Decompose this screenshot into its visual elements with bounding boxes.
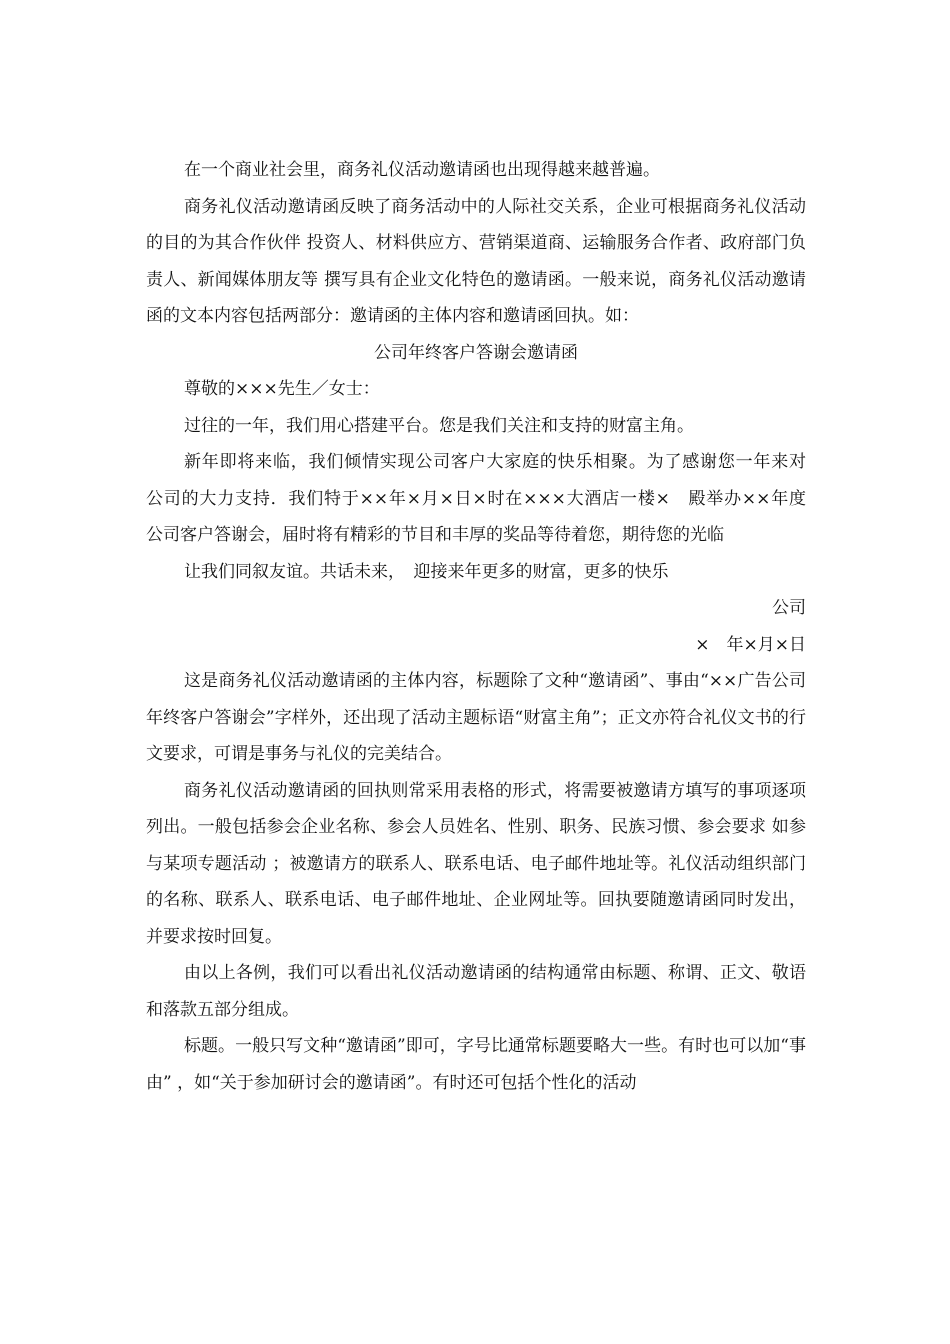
example-title: 公司年终客户答谢会邀请函 [374,342,578,363]
paragraph-description: 商务礼仪活动邀请函反映了商务活动中的人际社交关系，企业可根据商务礼仪活动的目的为其合作伙伴 投资人、材料供应方、营销渠道商、运输服务合作者、政府部门负责人、新闻媒体朋友等 撰写具有企业文化特色的邀请函。一般来说，商务礼仪活动邀请函的文本内容包括两部分：邀请函的主体内容和邀请函回执。如： [146,196,806,326]
example-body-3: 让我们同叙友谊。共话未来， 迎接来年更多的财富，更多的快乐 [184,561,669,582]
example-date: × 年×月×日 [695,634,806,655]
paragraph-structure: 由以上各例，我们可以看出礼仪活动邀请函的结构通常由标题、称谓、正文、敬语和落款五部分组成。 [146,963,806,1020]
example-body-2: 新年即将来临，我们倾情实现公司客户大家庭的快乐相聚。为了感谢您一年来对 公司的大力支持．我们特于××年×月×日×时在×××大酒店一楼× 殿举办××年度 公司客户答谢会，届时将有精彩的节目和丰厚的奖品等待着您，期待您的光临 [146,452,874,545]
paragraph-receipt: 商务礼仪活动邀请函的回执则常采用表格的形式，将需要被邀请方填写的事项逐项列出。一般包括参会企业名称、参会人员姓名、性别、职务、民族习惯、参会要求 如参与某项专题活动 ；被邀请方的联系人、联系电话、电子邮件地址等。礼仪活动组织部门的名称、联系人、联系电话、电子邮件地址、企业网址等。回执要随邀请函同时发出，并要求按时回复。 [146,780,806,947]
document-page [146,152,874,1101]
paragraph-intro: 在一个商业社会里，商务礼仪活动邀请函也出现得越来越普遍。 [184,160,660,180]
example-body-1: 过往的一年，我们用心搭建平台。您是我们关注和支持的财富主角。 [184,415,694,436]
paragraph-title-rule: 标题。一般只写文种“邀请函”即可，字号比通常标题要略大一些。有时也可以加“事由” ，如“关于参加研讨会的邀请函”。有时还可包括个性化的活动 [146,1036,806,1093]
example-salutation: 尊敬的×××先生／女士： [184,379,380,399]
example-signature: 公司 [772,598,806,618]
paragraph-analysis: 这是商务礼仪活动邀请函的主体内容，标题除了文种“邀请函”、事由“××广告公司年终客户答谢会”字样外，还出现了活动主题标语“财富主角”；正文亦符合礼仪文书的行文要求，可谓是事务与礼仪的完美结合。 [146,671,806,764]
